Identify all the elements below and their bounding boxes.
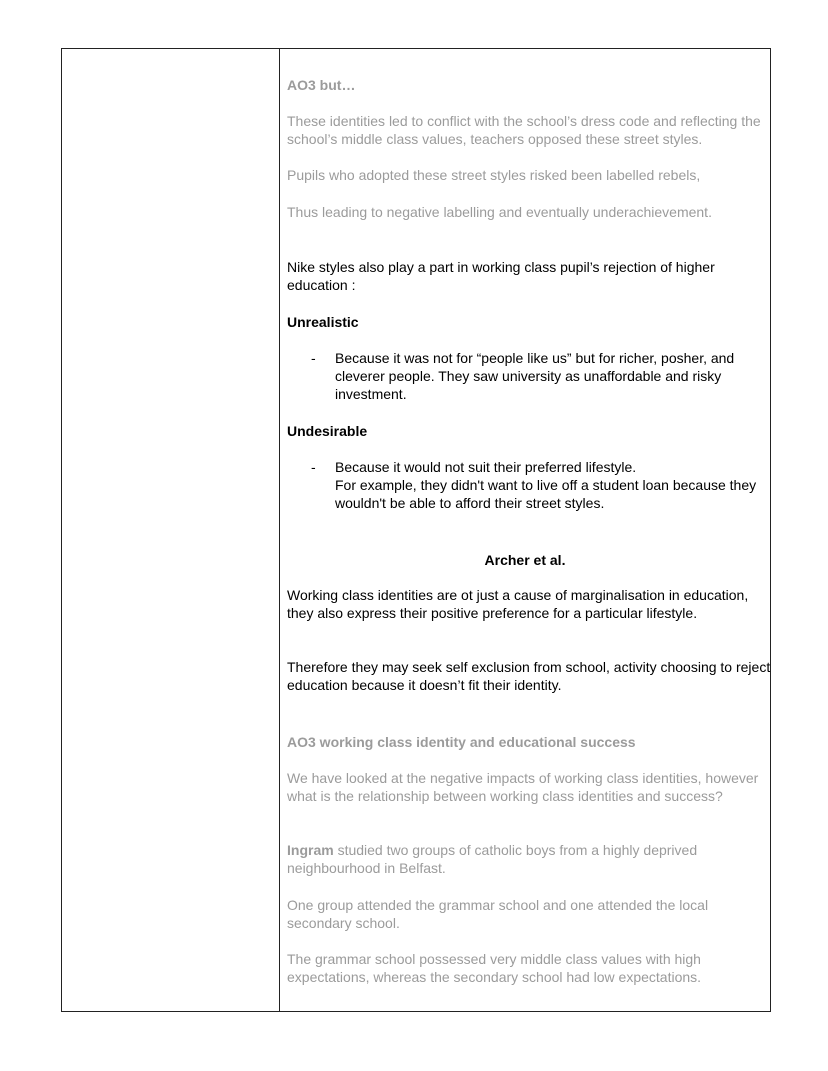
ao3-but-paragraph-3: Thus leading to negative labelling and eventually underachievement. [287,204,712,220]
ao3-success-paragraph-1: We have looked at the negative impacts of working class identities, however what is the relationship between working class identities and success? [287,770,759,804]
archer-paragraph-2: Therefore they may seek self exclusion from school, activity choosing to reject education because it doesn’t fit their identity. [287,659,771,693]
nike-intro-paragraph: Nike styles also play a part in working class pupil’s rejection of higher education : [287,259,715,293]
archer-heading: Archer et al. [484,552,566,568]
ao3-but-paragraph-1: These identities led to conflict with the school’s dress code and reflecting the school’s middle class values, teachers opposed these street styles. [287,113,761,147]
ao3-success-paragraph-3: One group attended the grammar school and one attended the local secondary school. [287,897,709,931]
list-bullet: - [311,350,316,366]
right-column-cell [280,49,770,1011]
left-column-cell [62,49,280,1011]
ingram-text: studied two groups of catholic boys from a highly deprived neighbourhood in Belfast. [287,842,698,876]
unrealistic-heading: Unrealistic [287,314,359,330]
ao3-but-paragraph-2: Pupils who adopted these street styles risked been labelled rebels, [287,167,701,183]
undesirable-item-line-1: Because it would not suit their preferred lifestyle. [335,459,637,475]
undesirable-item-line-2: For example, they didn't want to live off a student loan because they wouldn't be able to afford their street styles. [335,477,757,511]
ao3-but-heading: AO3 but… [287,77,356,93]
list-bullet: - [311,459,316,475]
unrealistic-item-text: Because it was not for “people like us” but for richer, posher, and cleverer people. They saw university as unaffordable and risky investment. [335,350,735,402]
ingram-name: Ingram [287,842,334,858]
ao3-success-paragraph-4: The grammar school possessed very middle class values with high expectations, whereas the secondary school had low expectations. [287,951,702,985]
undesirable-heading: Undesirable [287,423,368,439]
ao3-success-paragraph-2 [287,841,773,877]
archer-paragraph-1: Working class identities are ot just a cause of marginalisation in education, they also express their positive preference for a particular lifestyle. [287,587,749,621]
ao3-success-heading: AO3 working class identity and educational success [287,734,636,750]
notes-table [61,48,771,1012]
